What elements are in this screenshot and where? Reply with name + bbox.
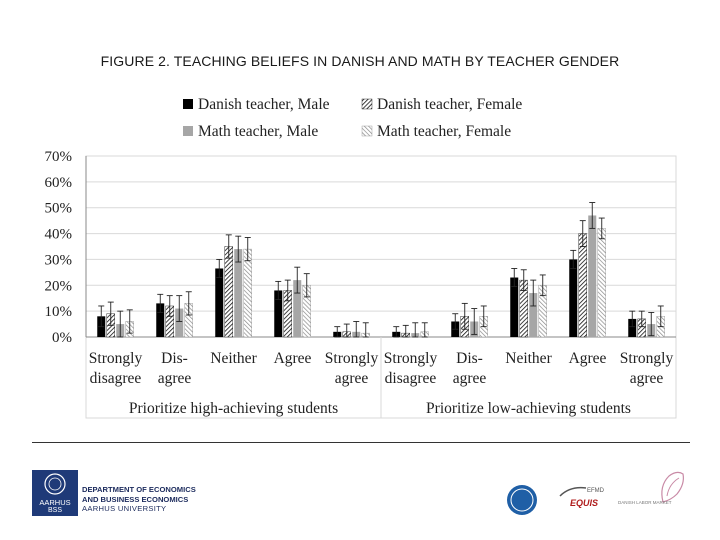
amba-caption: DANISH LABOR MARKET [618,500,672,505]
legend-swatch [362,126,372,136]
x-tick-label: agree [157,370,192,387]
legend-swatch [183,99,193,109]
dept-line-1: DEPARTMENT OF ECONOMICS [82,485,196,494]
equis-label: EQUIS [570,498,599,508]
aacsb-logo [505,483,539,517]
legend-label: Danish teacher, Male [198,96,330,113]
efmd-swoosh-icon [558,484,588,498]
bar [569,259,577,337]
au-name: AARHUS [39,498,71,507]
x-tick-label: Strongly [383,350,438,367]
au-bss: BSS [47,507,62,514]
bar [598,228,606,337]
x-tick-label: Neither [505,350,552,367]
chart-bars [97,203,665,337]
aarhus-university-logo [32,470,78,516]
dept-line-2: AND BUSINESS ECONOMICS [82,494,189,504]
x-tick-label: disagree [384,370,437,387]
y-tick-label: 60% [44,174,72,191]
bar [225,247,233,338]
y-tick-label: 30% [44,252,72,269]
bar [215,268,223,337]
x-tick-label: agree [334,370,369,387]
legend-label: Math teacher, Male [198,123,319,140]
legend-swatch [362,99,372,109]
dept-line-3: AARHUS UNIVERSITY [82,504,167,513]
y-tick-label: 0% [52,330,72,346]
y-tick-label: 70% [44,149,72,165]
bar [588,215,596,337]
department-name [82,485,196,514]
y-tick-label: 50% [44,200,72,217]
x-tick-label: Agree [568,350,607,367]
x-tick-label: Strongly [88,350,143,367]
plot-area [86,156,676,337]
x-tick-label: Agree [273,350,312,367]
x-tick-label: Neither [210,350,257,367]
group-label: Prioritize low-achieving students [426,400,631,417]
legend-label: Math teacher, Female [377,123,512,140]
x-tick-label: Dis- [456,350,483,367]
bar [579,234,587,337]
x-tick-label: Dis- [161,350,188,367]
x-tick-label: Strongly [619,350,674,367]
bar [244,249,252,337]
y-tick-label: 20% [44,278,72,295]
group-label: Prioritize high-achieving students [128,400,339,417]
y-tick-label: 10% [44,304,72,321]
legend-swatch [183,126,193,136]
efmd-label: EFMD [587,488,604,494]
x-axis [89,337,674,418]
seal-icon [32,470,78,498]
x-tick-label: Strongly [324,350,379,367]
chart-legend [183,96,522,140]
page-title: FIGURE 2. TEACHING BELIEFS IN DANISH AND MATH BY TEACHER GENDER [100,53,620,69]
x-tick-label: disagree [89,370,142,387]
legend-label: Danish teacher, Female [377,96,523,113]
footer-divider [32,442,690,443]
x-tick-label: agree [452,370,487,387]
x-tick-label: agree [629,370,664,387]
y-tick-label: 40% [44,226,72,243]
